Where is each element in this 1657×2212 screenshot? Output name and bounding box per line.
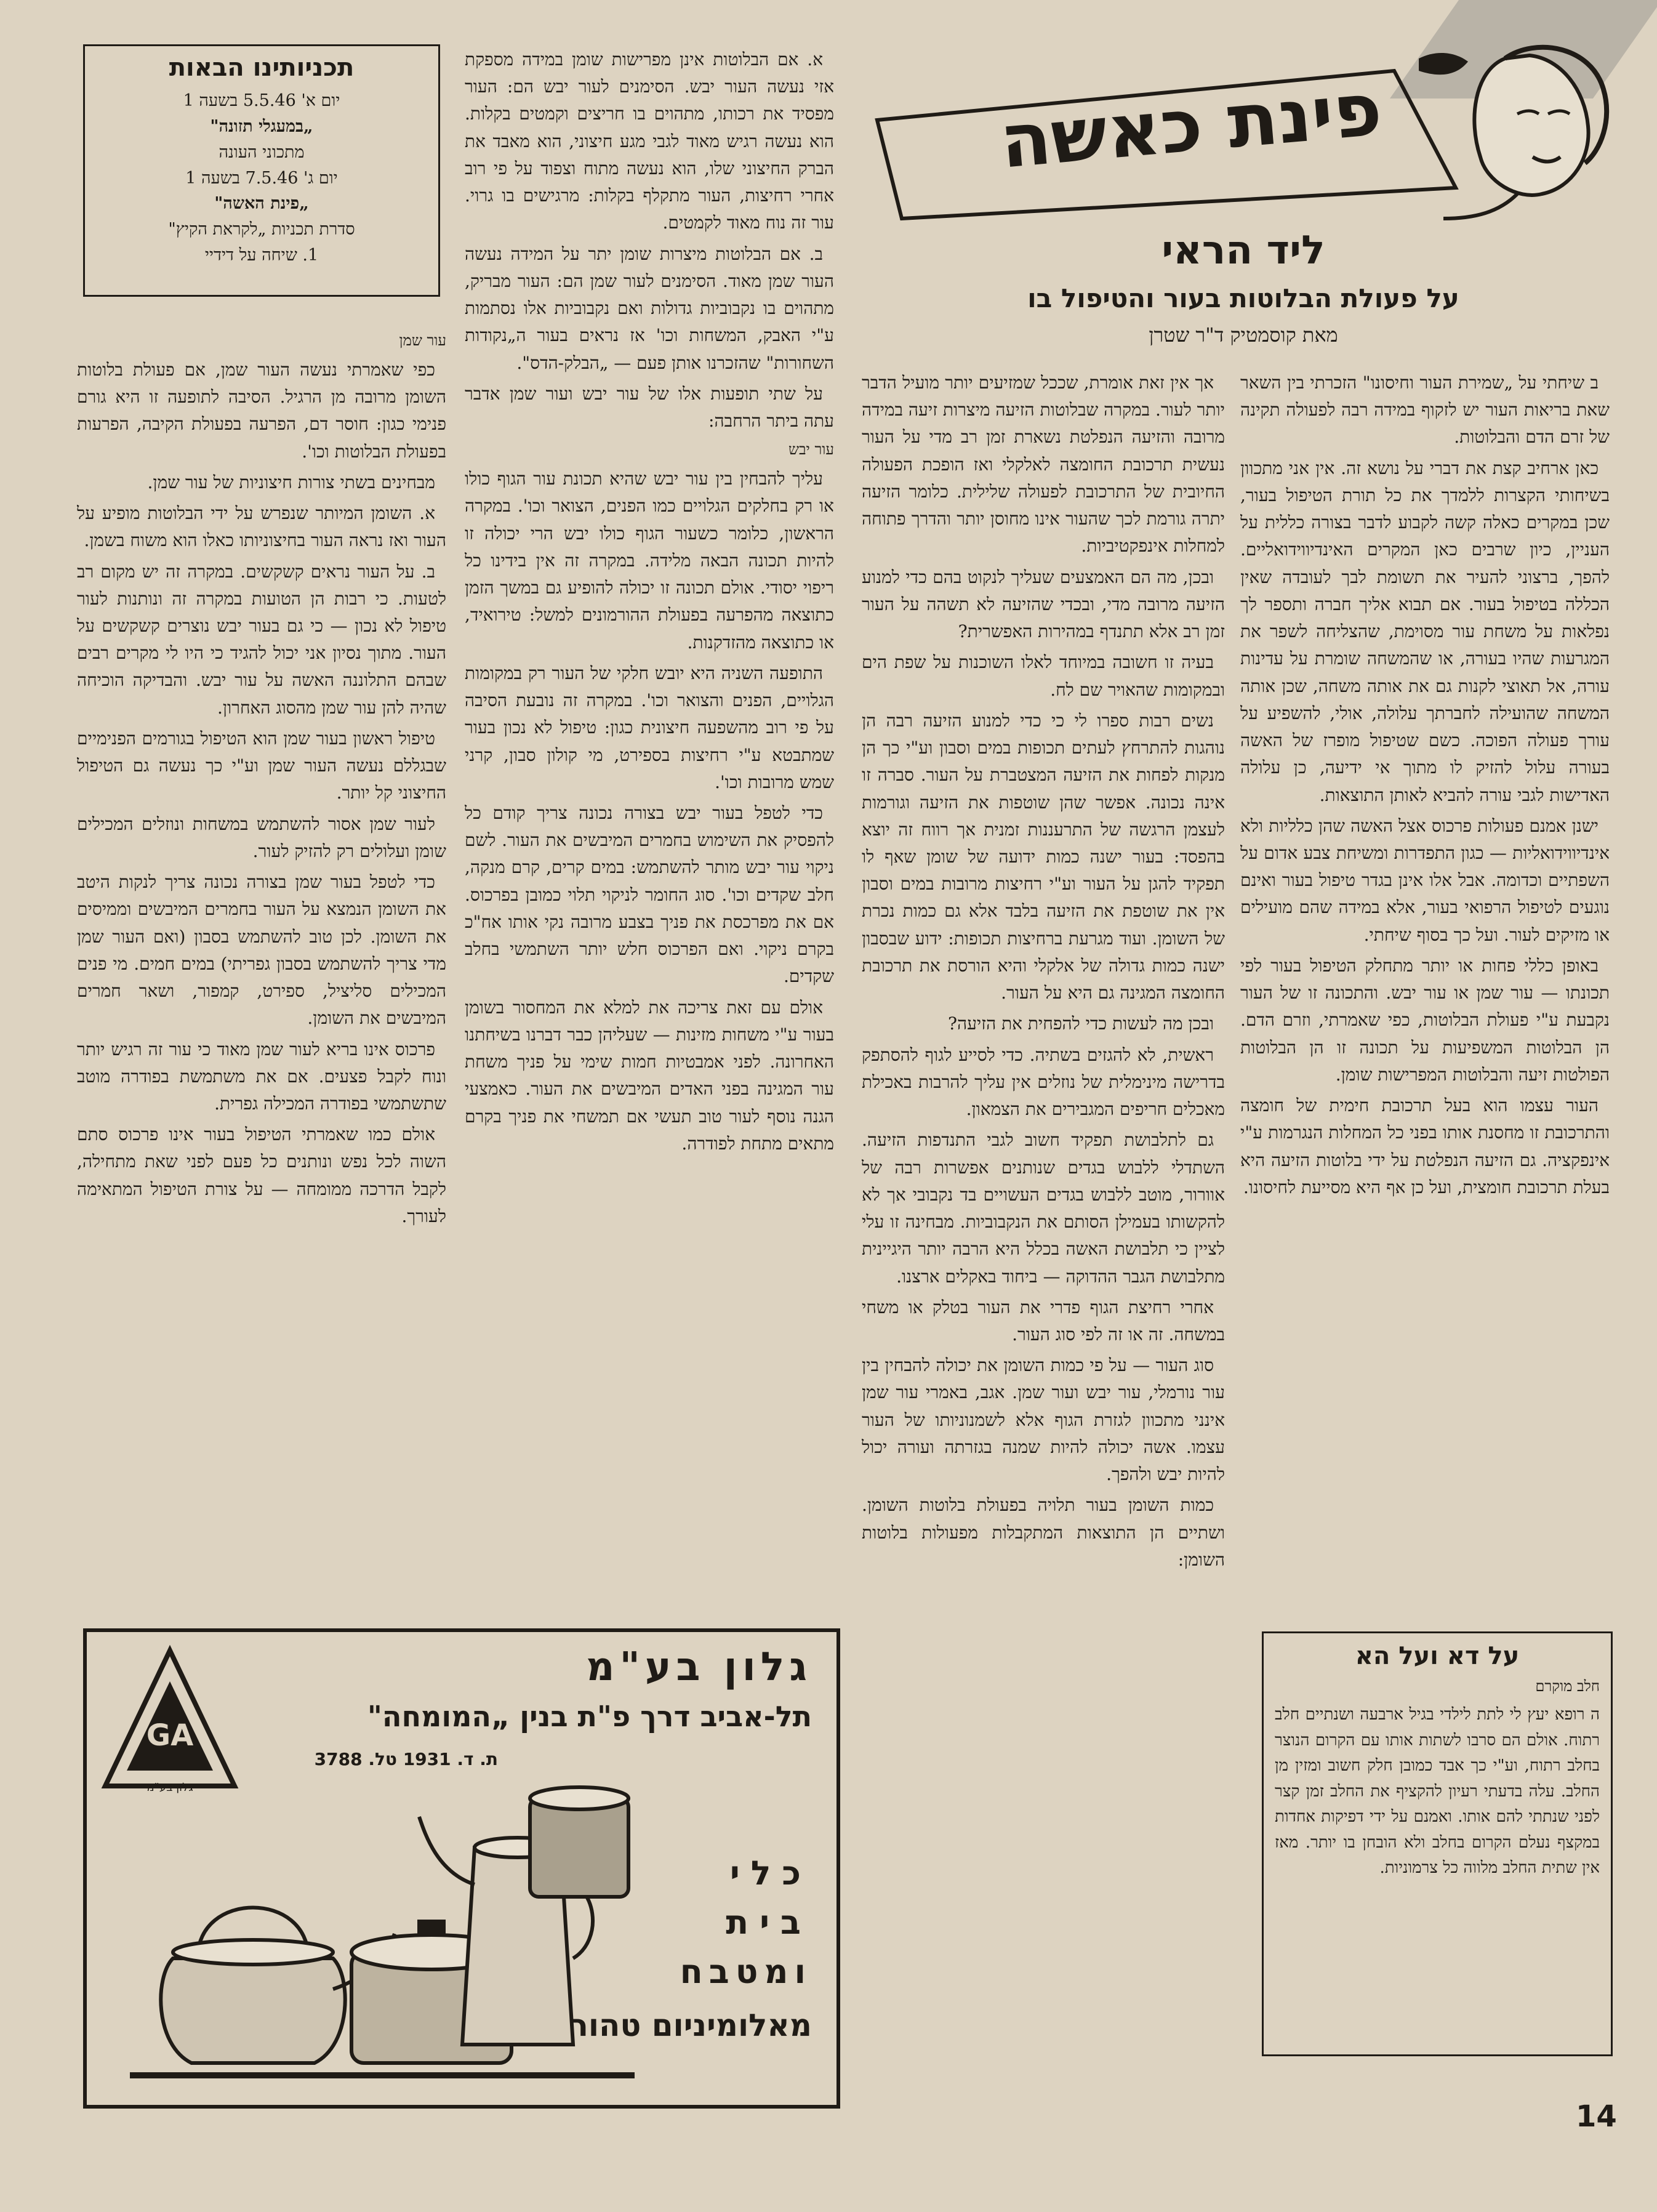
paragraph: מבחינים בשתי צורות חיצוניות של עור שמן. (147, 472, 435, 493)
schedule-line: „במעגלי תזונה" (210, 116, 313, 136)
article-byline: מאת קוסמטיק ד"ר שטרן (1149, 323, 1338, 347)
sidebar-title: על דא ועל הא (1355, 1642, 1520, 1670)
sidebar-box (1262, 1631, 1613, 2056)
schedule-box (83, 44, 440, 297)
paragraph: אך אין זאת אומרת, שככל שמזיעים יותר מועיל הדבר יותר לעור. במקרה שבלוטות הזיעה מיצרות זיעה במידה מרובה והזיעה הנפלטת נשארת זמן רב מדי על העור נעשית תרכובת החומצה לאלקלי ואז הופכת הפעולה החיובית של התרכובת לפעולה שלילית. כלומר הזיעה יתרה גורמת לכך שהעור אינו מחוסן יותר והדרך פתוחה למחלות אינפקטיביות. (862, 372, 1225, 557)
ad-logo-caption: גלון בע"מ (146, 1781, 193, 1794)
paragraph: בעיה זו חשובה במיוחד לאלו השוכנות על שפת הים ובמקומות שהאויר שם לח. (862, 652, 1225, 700)
paragraph: טיפול ראשון בעור שמן הוא הטיפול בגורמים הפנימיים שבגללם נעשה העור שמן וע"י כך נעשה גם הטיפול החיצוני קל יותר. (77, 728, 446, 803)
paragraph: כמות השומן בעור תלויה בפעולת בלוטות השומן. ושתיים הן התוצאות המתקבלות מפעולות בלוטות השומן: (862, 1495, 1225, 1570)
paragraph: ובכן מה לעשות כדי להפחית את הזיעה? (947, 1013, 1214, 1034)
cookware-illustration-icon (130, 1755, 635, 2094)
advertisement (83, 1628, 840, 2109)
paragraph: ישנן אמנם פעולות פרכוס אצל האשה שהן כלליות ולא אינדיווידואליות — כגון התפדרות ומשיחת צבע אדום על השפתיים וכדומה. אבל אלו אינן בגדר טיפול בעור ואינם נוגעים לטיפול הרפואי בעור, אלא במידה שהם מועילים או מזיקים לעור. ועל כך בסוף שיחתי. (1240, 815, 1610, 945)
schedule-line: סדרת תכניות „לקראת הקיץ" (168, 220, 355, 239)
article-title: ליד הראי (1162, 228, 1325, 273)
paragraph: גם לתלבושת תפקיד חשוב לגבי התנדפות הזיעה. השתדלי ללבוש בגדים שנותנים אפשרות רבה של אוורור, מוטב ללבוש בגדים העשויים בד נקבובי אך לא להקשותו בעמילן הסותם את הנקבוביות. מבחינה זו עלי לציין כי תלבושת האשה בכלל היא הרבה יותר היגיינית מתלבושת הגבר ההדוקה — ביחוד באקלים ארצנו. (862, 1130, 1225, 1287)
paragraph: עליך להבחין בין עור יבש שהיא תכונת עור הגוף כולו או רק בחלקים הגלויים כמו הפנים, הצואר וכו'. במקרה הראשון, כלומר כשעור הגוף כולו יבש הרי יכולה זו להיות תכונה הבאה מלידה. במקרה זה אין בידינו כל ריפוי יסודי. אולם תכונה זו יכולה להופיע גם במשך הזמן כתוצאה מהפרעה בפעולת ההורמונים למשל: טירואיד, או כתוצאה מהזדקנות. (465, 469, 834, 653)
schedule-line: „פינת האשה" (214, 194, 309, 214)
schedule-line: 1. שיחה על דידיי (204, 246, 319, 265)
paragraph: אולם כמו שאמרתי הטיפול בעור אינו פרכוס סתם השוה לכל נפש ונותנים כל פעם לפני שאת מתחילה, לקבל הדרכה ממומחה — על צורת הטיפול המתאימה לעורך. (77, 1124, 446, 1226)
ad-slogan: בית (726, 1903, 812, 1942)
paragraph: על שתי תופעות אלו של עור יבש ועור שמן אדבר עתה ביתר הרחבה: (465, 383, 834, 432)
section-heading: עור שמן (399, 332, 446, 349)
schedule-line: מתכוני העונה (219, 142, 305, 162)
article-column-4 (77, 329, 446, 1604)
paragraph: כאן ארחיב קצת את דברי על נושא זה. אין אני מתכוון בשיחותי הקצרות ללמדך את כל תורת הטיפול בעור, שכן במקרים כאלה קשה לקבוע לדבר בצורה כללית על העניין, כיון שרבים כאן המקרים האינדיווידואליים. להפך, ברצוני להעיר את תשומת לבך לעובדה שאין הכללה בטיפול בעור. אם תבוא אליך חברה ותספר לך נפלאות על משחת עור מסוימת, שהצליחה לשפר את המגרעות שהיו בעורה, או שהמשחה שומרת על עדינות עורה, אל תאוצי לקנות גם את אותה משחה, שכן אותה המשחה שהועילה לחברתך עלולה, אולי, להשפיע על עורך פעולה הפוכה. כשם שטיפול מופרז של האשה בעורה עלול להזיק לו מתוך אי ידיעה, כן עלולה האדישות לגבי עורה להביא לאותן התוצאות. (1240, 457, 1610, 805)
paragraph: אולם עם זאת צריכה את למלא את המחסור בשומן בעור ע"י משחות מזינות — שעליהן כבר דברנו בשיחתנו האחרונה. לפני אמבטיות חמות שימי על פניך משחת עור המגינה בפני האדים המיבשים את העור. כאמצעי הגנה נוסף לעור טוב תעשי אם תמשחי את פניך בקרם מתאים מתחת לפודרה. (465, 997, 834, 1154)
paragraph: א. השומן המיותר שנפרש על ידי הבלוטות מופיע על העור ואז נראה העור בחיצוניותו כאלו הוא משוח בשמן. (77, 503, 446, 551)
article-subtitle: על פעולת הבלוטות בעור והטיפול בו (1027, 283, 1459, 313)
ad-slogan: כלי (729, 1854, 812, 1892)
article-column-2 (862, 369, 1225, 2105)
paragraph: כדי לטפל בעור יבש בצורה נכונה צריך קודם כל להפסיק את השימוש בחמרים המיבשים את העור. לשם ניקוי עור יבש מותר להשתמש: במים קרים, קרם מנקה, חלב שקדים וכו'. סוג החומר לניקוי תלוי כמובן בפרכוס. אם את מפרכסת את פניך בצבע מרובה נקי אותו אח"כ בקרם ניקוי. ואם הפרכוס חלש יותר השתמשי בחלב שקדים. (465, 803, 834, 987)
column-logo (865, 34, 1622, 231)
section-heading: עור יבש (788, 441, 834, 459)
logo-text: פינת כאשה (997, 66, 1386, 185)
paragraph: כדי לטפל בעור שמן בצורה נכונה צריך לנקות היטב את השומן הנמצא על העור בחמרים המיבשים וממיסים את השומן. לכן טוב להשתמש בסבון (ואם העור שמן מדי צריך להשתמש בסבון גפריתי) במים חמים. מי פנים המכילים סליציל, ספירט, קמפור, ושאר חמרים המיבשים את השומן. (77, 872, 446, 1029)
paragraph: ובכן, מה הם האמצעים שעליך לנקוט בהם כדי למנוע הזיעה מרובה מדי, ובכדי שהזיעה לא תשהה על העור זמן רב אלא תתנדף במהירות האפשרית? (862, 566, 1225, 642)
article-column-3 (465, 46, 834, 1604)
paragraph: נשים רבות ספרו לי כי כדי למנוע הזיעה רבה הן נוהגות להתרחץ לעתים תכופות במים וסבון וע"י כך הן מנקות לפחות את הזיעה המצטברת על העור. סברה זו אינה נכונה. אפשר שהן שוטפות את הזיעה וגורמות לעצמן הרגשה של התרעננות זמנית אך רווח זה יוצא בהפסד: בעור ישנה כמות ידועה של שומן שאף לו תפקיד להגן על העור וע"י רחיצות מרובות במים וסבון אין את שוטפת את הזיעה בלבד אלא גם כמות נכרת של השומן. ועוד מגרעת ברחיצות תכופות: ידוע שבסבון ישנה כמות גדולה של אלקלי והיא הורסת את תרכובת החומצה המגינה גם היא על העור. (862, 710, 1225, 1003)
paragraph: לעור שמן אסור להשתמש במשחות ונוזלים המכילים שומן ועלולים רק להזיק לעור. (77, 813, 446, 861)
ad-brand: גלון בע"מ (586, 1644, 812, 1690)
paragraph: סוג העור — על פי כמות השומן את יכולה להבחין בין עור נורמלי, עור יבש ועור שמן. אגב, באמרי עור שמן אינני מתכוון לגזרת הגוף אלא לשמנוניותו של העור עצמו. אשה יכולה להיות שמנה בגזרתה ועורה יכול להיות יבש ולהפך. (862, 1355, 1225, 1485)
sidebar-label: חלב מוקרם (1535, 1678, 1600, 1695)
paragraph: כפי שאמרתי נעשה העור שמן, אם פעולת בלוטות השומן מרובה מן הרגיל. הסיבה לתופעה זו היא גורם פנימי כגון: חוסר דם, הפרעה בפעולת הקיבה, הפרעות בפעולת הבלוטות וכו'. (77, 359, 446, 462)
article-column-1 (1240, 369, 1610, 1601)
paragraph: ראשית, לא להגזים בשתיה. כדי לסייע לגוף להסתפק בדרישה מינימלית של נוזלים אין עליך להרבות באכילת מאכלים חריפים המגבירים את הצמאון. (862, 1044, 1225, 1120)
paragraph: אחרי רחיצת הגוף פדרי את העור בטלק או משחי במשחה. זה או זה לפי סוג העור. (862, 1297, 1225, 1345)
ad-logo-letters: GA (146, 1718, 194, 1753)
ad-slogan: ומטבח (680, 1952, 812, 1991)
schedule-line: יום א' 5.5.46 בשעה 1 (183, 91, 340, 110)
paragraph: א. אם הבלוטות אינן מפרישות שומן במידה מספקת אזי נעשה העור יבש. הסימנים לעור יבש הם: העור מפסיד את רכותו, מתהוים בו חריצים וקמטים בקלות. הוא נעשה רגיש מאוד לגבי מגע חיצוני, הוא מאבד את הברק החיצוני שלו, הוא נעשה מתוח וצפוד על פי רוב אחרי רחיצות, העור מתקלף בקלות: מרגישים בו גרוי. עור זה נוח מאוד לקמטים. (465, 49, 834, 233)
paragraph: ב. אם הבלוטות מיצרות שומן יתר על המידה נעשה העור שמן מאוד. הסימנים לעור שמן הם: העור מבריק, מתהוים בו נקבוביות גדולות ואם נקבוביות אלו נסתמות ע"י האבק, המשחות וכו' אז נראים בעור ה„נקודות השחורות" שהזכרנו אותן פעם — „הבלק-הדס". (465, 243, 834, 373)
paragraph: העור עצמו הוא בעל תרכובת חימית של חומצה והתרכובת זו מחסנת אותו בפני כל המחלות הנגרמות ע"י אינפקציה. גם הזיעה הנפלטת על ידי בלוטות הזיעה היא בעלת תרכובת חומצית, ועל כן אף היא מסייעת לחיסונו. (1240, 1095, 1610, 1197)
paragraph: ב שיחתי על „שמירת העור וחיסונו" הזכרתי בין השאר שאת בריאות העור יש לזקוף במידה רבה לפעולה תקינה של זרם הדם והבלוטות. (1240, 372, 1610, 448)
paragraph: באופן כללי פחות או יותר מתחלק הטיפול בעור לפי תכונתו — עור שמן או עור יבש. והתכונה זו של העור נקבעת ע"י פעולת הבלוטות, כפי שאמרתי, וזרם הדם. הן הבלוטות המשפיעות על תכונה זו הן הבלוטות הפולטות זיעה והבלוטות המפרישות שומן. (1240, 955, 1610, 1085)
ad-address: תל-אביב דרך פ"ת בנין „המומחה" (367, 1700, 812, 1733)
sidebar-text: ה רופא יעץ לי לתת לילדי בגיל ארבעה ושנתיים חלב רתוח. אולם הם סרבו לשתות אותו עם הקרום הנוצר בחלב רתוח, וע"י כך אבד כמובן חלק חשוב ומזין מן החלב. עלה בדעתי רעיון להקציף את החלב זמן קצר לפני שנתתי להם אותו. ואמנם על ידי דפיקות אחדות במקצף נעלם הקרום בחלב ולא הובחן בו יותר. מאז אין שתית החלב מלווה כל צרמוניות. (1275, 1705, 1600, 1878)
ad-slogan: מאלומיניום טהור (569, 2008, 812, 2043)
paragraph: פרכוס אינו בריא לעור שמן מאוד כי עור זה רגיש יותר ונוח לקבל פצעים. אם את משתמשת בפודרה מוטב שתשתמשי בפודרה המכילה גפרית. (77, 1039, 446, 1114)
schedule-title: תכניותינו הבאות (169, 54, 355, 82)
page-number: 14 (1576, 2099, 1617, 2134)
ad-contact: ת. ד. 1931 טל. 3788 (314, 1749, 498, 1769)
paragraph: ב. על העור נראים קשקשים. במקרה זה יש מקום רב לטעות. כי רבות הן הטועות במקרה זה ונותנות לעור טיפול לא נכון — כי גם בעור יבש נוצרים קשקשים על העור. מתוך נסיון אני יכול להגיד כי היו לי מקרים רבים שבהם התלוננה האשה על עור יבש. והבדיקה הוכיחה שהיה להן עור שמן מהסוג האחרון. (77, 561, 446, 718)
paragraph: התופעה השניה היא יובש חלקי של העור רק במקומות הגלויים, הפנים והצואר וכו'. במקרה זה נובעת הסיבה על פי רוב מהשפעה חיצונית כגון: טיפול לא נכון בעור שמתבטא ע"י רחיצות בספירט, מי קולון סבון, קרני שמש מרובות וכו'. (465, 662, 834, 792)
schedule-line: יום ג' 7.5.46 בשעה 1 (185, 168, 338, 188)
